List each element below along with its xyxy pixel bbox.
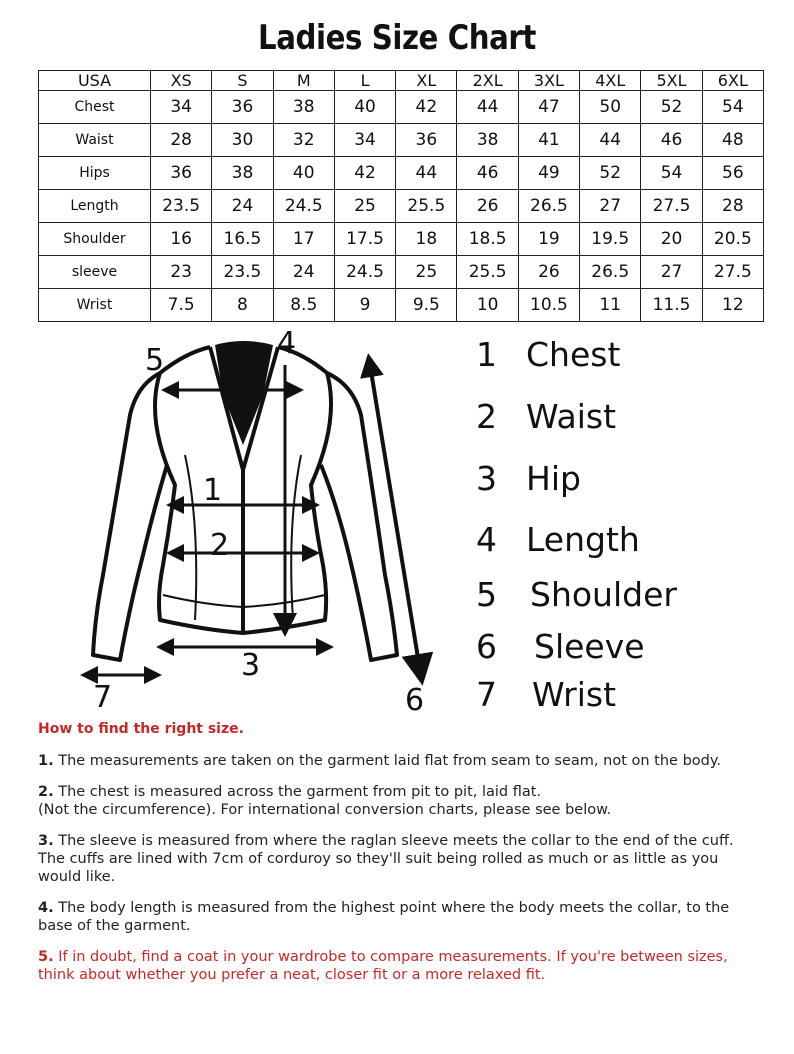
table-cell: 42: [334, 157, 395, 190]
table-cell: 34: [151, 91, 212, 124]
row-label: Waist: [39, 124, 151, 157]
table-header-cell: S: [212, 71, 273, 91]
legend-label: Chest: [526, 335, 621, 374]
row-label: Shoulder: [39, 223, 151, 256]
table-cell: 26.5: [518, 190, 579, 223]
table-row: [39, 157, 764, 190]
legend-label: Length: [526, 520, 640, 559]
note-text: If in doubt, find a coat in your wardrobe to compare measurements. If you're between sizes, think about whether you prefer a neat, closer fit or a more relaxed fit.: [38, 949, 728, 983]
marker-2: 2: [210, 528, 230, 563]
table-row: [39, 124, 764, 157]
table-cell: 10: [457, 289, 518, 322]
table-row: [39, 91, 764, 124]
legend-number: 6: [476, 627, 497, 666]
table-cell: 7.5: [151, 289, 212, 322]
table-cell: 12: [702, 289, 763, 322]
legend-number: 4: [476, 520, 497, 559]
table-cell: 27: [641, 256, 702, 289]
table-cell: 18.5: [457, 223, 518, 256]
table-cell: 49: [518, 157, 579, 190]
table-cell: 34: [334, 124, 395, 157]
legend-number: 2: [476, 397, 497, 436]
row-label: Chest: [39, 91, 151, 124]
legend-label: Sleeve: [534, 627, 645, 666]
table-cell: 16.5: [212, 223, 273, 256]
table-cell: 40: [334, 91, 395, 124]
table-cell: 26: [518, 256, 579, 289]
table-cell: 46: [641, 124, 702, 157]
table-cell: 25.5: [457, 256, 518, 289]
legend-number: 7: [476, 675, 497, 714]
table-cell: 19: [518, 223, 579, 256]
table-header-cell: USA: [39, 71, 151, 91]
marker-4: 4: [277, 326, 297, 361]
marker-5: 5: [145, 343, 165, 378]
note-text: The measurements are taken on the garment laid flat from seam to seam, not on the body.: [53, 753, 721, 769]
table-header-cell: XL: [396, 71, 457, 91]
note-item: [38, 948, 758, 984]
legend-label: Shoulder: [530, 575, 677, 614]
table-cell: 48: [702, 124, 763, 157]
table-cell: 20.5: [702, 223, 763, 256]
row-label: Length: [39, 190, 151, 223]
table-cell: 27.5: [702, 256, 763, 289]
table-cell: 47: [518, 91, 579, 124]
table-cell: 54: [702, 91, 763, 124]
table-cell: 23.5: [151, 190, 212, 223]
table-cell: 36: [396, 124, 457, 157]
note-number: 2.: [38, 784, 54, 800]
table-header-cell: XS: [151, 71, 212, 91]
table-cell: 54: [641, 157, 702, 190]
table-cell: 24.5: [334, 256, 395, 289]
table-cell: 28: [702, 190, 763, 223]
table-header-cell: L: [334, 71, 395, 91]
table-cell: 38: [457, 124, 518, 157]
table-cell: 25: [396, 256, 457, 289]
table-cell: 38: [212, 157, 273, 190]
table-cell: 24: [273, 256, 334, 289]
table-row: [39, 289, 764, 322]
note-item: [38, 899, 758, 935]
row-label: sleeve: [39, 256, 151, 289]
table-row: [39, 223, 764, 256]
table-header-cell: 3XL: [518, 71, 579, 91]
table-cell: 52: [641, 91, 702, 124]
table-header-cell: 4XL: [580, 71, 641, 91]
table-cell: 8.5: [273, 289, 334, 322]
table-cell: 26: [457, 190, 518, 223]
size-chart-table: [38, 70, 764, 322]
table-cell: 24.5: [273, 190, 334, 223]
marker-7: 7: [93, 680, 113, 715]
marker-6: 6: [405, 683, 425, 715]
table-cell: 28: [151, 124, 212, 157]
table-cell: 18: [396, 223, 457, 256]
table-cell: 23.5: [212, 256, 273, 289]
marker-1: 1: [203, 473, 223, 508]
jacket-diagram: [75, 325, 445, 715]
table-cell: 44: [396, 157, 457, 190]
table-cell: 17: [273, 223, 334, 256]
row-label: Hips: [39, 157, 151, 190]
row-label: Wrist: [39, 289, 151, 322]
table-cell: 25.5: [396, 190, 457, 223]
table-cell: 36: [151, 157, 212, 190]
table-cell: 11.5: [641, 289, 702, 322]
legend-label: Wrist: [532, 675, 617, 714]
note-item: [38, 783, 758, 819]
note-number: 1.: [38, 753, 54, 769]
note-text: The body length is measured from the highest point where the body meets the collar, to the base of the garment.: [38, 900, 730, 934]
table-cell: 27.5: [641, 190, 702, 223]
table-cell: 46: [457, 157, 518, 190]
legend-number: 3: [476, 459, 497, 498]
table-cell: 38: [273, 91, 334, 124]
table-cell: 27: [580, 190, 641, 223]
table-cell: 17.5: [334, 223, 395, 256]
table-cell: 9: [334, 289, 395, 322]
note-text: (Not the circumference). For international conversion charts, please see below.: [38, 802, 612, 818]
note-item: [38, 752, 758, 770]
table-header-cell: M: [273, 71, 334, 91]
table-cell: 32: [273, 124, 334, 157]
table-header-cell: 2XL: [457, 71, 518, 91]
table-cell: 8: [212, 289, 273, 322]
table-cell: 41: [518, 124, 579, 157]
note-number: 4.: [38, 900, 54, 916]
table-cell: 23: [151, 256, 212, 289]
table-cell: 44: [580, 124, 641, 157]
table-cell: 52: [580, 157, 641, 190]
table-cell: 25: [334, 190, 395, 223]
legend-number: 1: [476, 335, 497, 374]
notes-heading: How to find the right size.: [38, 721, 244, 737]
page-title: Ladies Size Chart: [258, 18, 536, 58]
table-row: [39, 190, 764, 223]
table-cell: 10.5: [518, 289, 579, 322]
legend-label: Waist: [526, 397, 617, 436]
table-cell: 56: [702, 157, 763, 190]
table-cell: 19.5: [580, 223, 641, 256]
table-cell: 26.5: [580, 256, 641, 289]
note-number: 3.: [38, 833, 54, 849]
table-row: [39, 256, 764, 289]
note-text: The sleeve is measured from where the raglan sleeve meets the collar to the end of the cuff. The cuffs are lined with 7cm of corduroy so they'll suit being rolled as much or as little as you would like.: [38, 833, 734, 885]
note-item: [38, 832, 758, 886]
legend-label: Hip: [526, 459, 581, 498]
table-header-cell: 6XL: [702, 71, 763, 91]
sizing-notes: [38, 720, 758, 997]
table-cell: 50: [580, 91, 641, 124]
table-cell: 20: [641, 223, 702, 256]
table-cell: 24: [212, 190, 273, 223]
table-cell: 16: [151, 223, 212, 256]
note-number: 5.: [38, 949, 54, 965]
table-cell: 30: [212, 124, 273, 157]
table-cell: 36: [212, 91, 273, 124]
marker-3: 3: [241, 648, 261, 683]
note-text: The chest is measured across the garment from pit to pit, laid flat.: [53, 784, 542, 800]
table-header-cell: 5XL: [641, 71, 702, 91]
table-cell: 42: [396, 91, 457, 124]
legend-number: 5: [476, 575, 497, 614]
table-cell: 40: [273, 157, 334, 190]
table-cell: 44: [457, 91, 518, 124]
table-cell: 11: [580, 289, 641, 322]
table-header-row: [39, 71, 764, 91]
table-cell: 9.5: [396, 289, 457, 322]
